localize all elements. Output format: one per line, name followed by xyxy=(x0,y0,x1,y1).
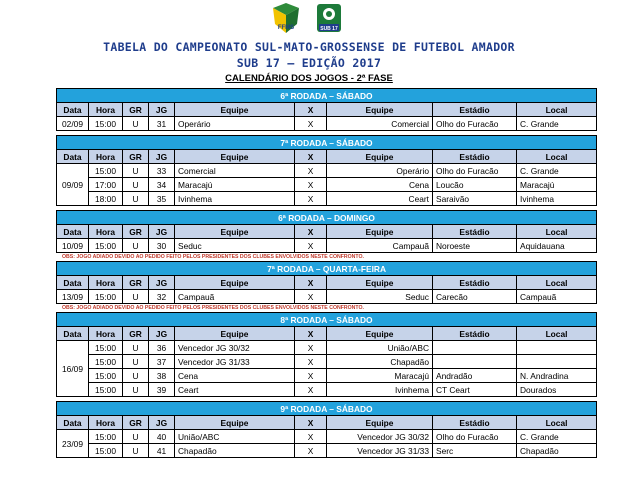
cell-away: Ivinhema xyxy=(327,383,433,397)
column-header: Estádio xyxy=(433,276,517,290)
cell-estadio xyxy=(433,355,517,369)
cell-away: União/ABC xyxy=(327,341,433,355)
cell-estadio: Saraivão xyxy=(433,192,517,206)
calendar-subtitle: CALENDÁRIO DOS JOGOS - 2ª FASE xyxy=(225,73,393,84)
cell-jg: 40 xyxy=(149,430,175,444)
cell-away: Maracajú xyxy=(327,369,433,383)
round-title: 7ª RODADA – SÁBADO xyxy=(57,136,597,150)
column-header: Equipe xyxy=(175,225,295,239)
cell-away: Comercial xyxy=(327,117,433,131)
cell-x: X xyxy=(295,430,327,444)
column-header: JG xyxy=(149,327,175,341)
cell-jg: 31 xyxy=(149,117,175,131)
column-header: GR xyxy=(123,103,149,117)
column-header: Hora xyxy=(89,103,123,117)
cell-jg: 37 xyxy=(149,355,175,369)
cell-gr: U xyxy=(123,341,149,355)
cell-estadio: Serc xyxy=(433,444,517,458)
column-header: GR xyxy=(123,327,149,341)
column-header: JG xyxy=(149,276,175,290)
schedule-blocks xyxy=(56,88,596,462)
cell-home: Comercial xyxy=(175,164,295,178)
column-header: Local xyxy=(517,416,597,430)
cell-estadio: Andradão xyxy=(433,369,517,383)
round-title-row xyxy=(57,136,597,150)
cell-away: Cena xyxy=(327,178,433,192)
column-header: Estádio xyxy=(433,327,517,341)
column-header: Estádio xyxy=(433,150,517,164)
column-header: Data xyxy=(57,416,89,430)
cell-x: X xyxy=(295,290,327,304)
federation-logo xyxy=(271,2,301,34)
cell-home: Ceart xyxy=(175,383,295,397)
cell-hora: 15:00 xyxy=(89,290,123,304)
cell-away: Seduc xyxy=(327,290,433,304)
cell-hora: 15:00 xyxy=(89,341,123,355)
column-header: Hora xyxy=(89,225,123,239)
round-title-row xyxy=(57,402,597,416)
column-header: Data xyxy=(57,103,89,117)
column-header: GR xyxy=(123,225,149,239)
column-header: X xyxy=(295,225,327,239)
cell-hora: 17:00 xyxy=(89,178,123,192)
round-title: 9ª RODADA – SÁBADO xyxy=(57,402,597,416)
cell-home: União/ABC xyxy=(175,430,295,444)
cell-jg: 33 xyxy=(149,164,175,178)
column-header: Data xyxy=(57,150,89,164)
cell-hora: 15:00 xyxy=(89,355,123,369)
cell-home: Cena xyxy=(175,369,295,383)
cell-estadio: Loucão xyxy=(433,178,517,192)
cell-hora: 15:00 xyxy=(89,164,123,178)
game-date: 02/09 xyxy=(57,117,89,131)
column-header: X xyxy=(295,327,327,341)
column-header: Equipe xyxy=(175,150,295,164)
cell-local: C. Grande xyxy=(517,164,597,178)
cell-x: X xyxy=(295,355,327,369)
cell-estadio: Olho do Furacão xyxy=(433,164,517,178)
game-date: 13/09 xyxy=(57,290,89,304)
column-header: Data xyxy=(57,276,89,290)
logos xyxy=(0,2,618,36)
cell-jg: 38 xyxy=(149,369,175,383)
cell-gr: U xyxy=(123,239,149,253)
cell-jg: 35 xyxy=(149,192,175,206)
cell-gr: U xyxy=(123,117,149,131)
round-title-row xyxy=(57,313,597,327)
cell-local: C. Grande xyxy=(517,430,597,444)
cell-x: X xyxy=(295,192,327,206)
cell-x: X xyxy=(295,239,327,253)
cell-hora: 15:00 xyxy=(89,369,123,383)
cell-x: X xyxy=(295,383,327,397)
cell-gr: U xyxy=(123,290,149,304)
cell-estadio: CT Ceart xyxy=(433,383,517,397)
edition-title: SUB 17 – EDIÇÃO 2017 xyxy=(236,56,382,70)
column-header: JG xyxy=(149,103,175,117)
table-row xyxy=(57,341,597,355)
cell-gr: U xyxy=(123,383,149,397)
cell-local: C. Grande xyxy=(517,117,597,131)
column-header: Data xyxy=(57,327,89,341)
column-header: Local xyxy=(517,327,597,341)
column-header: Equipe xyxy=(327,327,433,341)
column-header: Equipe xyxy=(327,103,433,117)
cell-estadio: Olho do Furacão xyxy=(433,430,517,444)
table-row xyxy=(57,355,597,369)
cell-local: Aquidauana xyxy=(517,239,597,253)
cell-hora: 15:00 xyxy=(89,430,123,444)
cell-x: X xyxy=(295,117,327,131)
column-header: Local xyxy=(517,225,597,239)
cell-local xyxy=(517,341,597,355)
column-header: Hora xyxy=(89,416,123,430)
round-note: OBS: JOGO ADIADO DEVIDO AO PEDIDO FEITO PELOS PRESIDENTES DOS CLUBES ENVOLVIDOS NESTE CONFRONTO. xyxy=(62,305,364,311)
round-table xyxy=(56,88,597,131)
cell-away: Chapadão xyxy=(327,355,433,369)
cell-home: Campauã xyxy=(175,290,295,304)
column-header: X xyxy=(295,103,327,117)
cell-hora: 15:00 xyxy=(89,383,123,397)
cell-gr: U xyxy=(123,355,149,369)
cell-home: Seduc xyxy=(175,239,295,253)
cell-gr: U xyxy=(123,192,149,206)
column-header: Equipe xyxy=(175,416,295,430)
cell-jg: 36 xyxy=(149,341,175,355)
column-header: JG xyxy=(149,416,175,430)
cell-local: Maracajú xyxy=(517,178,597,192)
column-header: Estádio xyxy=(433,225,517,239)
round-spacer xyxy=(56,458,596,462)
column-header: Estádio xyxy=(433,416,517,430)
cell-gr: U xyxy=(123,164,149,178)
cell-hora: 15:00 xyxy=(89,444,123,458)
round-note: OBS: JOGO ADIADO DEVIDO AO PEDIDO FEITO PELOS PRESIDENTES DOS CLUBES ENVOLVIDOS NESTE CONFRONTO. xyxy=(62,254,364,260)
cell-jg: 30 xyxy=(149,239,175,253)
cell-home: Operário xyxy=(175,117,295,131)
cell-home: Vencedor JG 31/33 xyxy=(175,355,295,369)
round-table xyxy=(56,210,597,253)
cell-x: X xyxy=(295,369,327,383)
column-header: Data xyxy=(57,225,89,239)
round-table xyxy=(56,261,597,304)
page-title: TABELA DO CAMPEONATO SUL-MATO-GROSSENSE DE FUTEBOL AMADOR xyxy=(103,40,515,54)
cell-x: X xyxy=(295,341,327,355)
cell-estadio: Carecão xyxy=(433,290,517,304)
column-header: Equipe xyxy=(175,103,295,117)
column-header: Local xyxy=(517,103,597,117)
cell-local: N. Andradina xyxy=(517,369,597,383)
cell-gr: U xyxy=(123,178,149,192)
cell-local: Chapadão xyxy=(517,444,597,458)
cell-local: Campauã xyxy=(517,290,597,304)
cell-away: Operário xyxy=(327,164,433,178)
game-date: 09/09 xyxy=(57,164,89,206)
table-row xyxy=(57,192,597,206)
column-header: Equipe xyxy=(327,416,433,430)
column-header-row xyxy=(57,276,597,290)
round-title-row xyxy=(57,89,597,103)
round-title-row xyxy=(57,211,597,225)
column-header-row xyxy=(57,327,597,341)
column-header: JG xyxy=(149,150,175,164)
table-row xyxy=(57,164,597,178)
cell-jg: 34 xyxy=(149,178,175,192)
column-header: Local xyxy=(517,150,597,164)
round-title: 8ª RODADA – SÁBADO xyxy=(57,313,597,327)
round-title: 6ª RODADA – DOMINGO xyxy=(57,211,597,225)
column-header-row xyxy=(57,416,597,430)
column-header-row xyxy=(57,225,597,239)
table-row xyxy=(57,444,597,458)
column-header: Hora xyxy=(89,150,123,164)
cell-x: X xyxy=(295,444,327,458)
column-header: GR xyxy=(123,416,149,430)
column-header-row xyxy=(57,150,597,164)
cell-away: Ceart xyxy=(327,192,433,206)
cell-estadio xyxy=(433,341,517,355)
column-header: Equipe xyxy=(327,150,433,164)
round-table xyxy=(56,401,597,458)
round-table xyxy=(56,135,597,206)
table-row xyxy=(57,178,597,192)
cell-jg: 39 xyxy=(149,383,175,397)
cell-gr: U xyxy=(123,369,149,383)
column-header: X xyxy=(295,150,327,164)
cell-gr: U xyxy=(123,444,149,458)
cell-jg: 32 xyxy=(149,290,175,304)
column-header: GR xyxy=(123,276,149,290)
column-header: Hora xyxy=(89,276,123,290)
table-row xyxy=(57,117,597,131)
cell-home: Chapadão xyxy=(175,444,295,458)
column-header: X xyxy=(295,276,327,290)
table-row xyxy=(57,430,597,444)
cell-estadio: Olho do Furacão xyxy=(433,117,517,131)
cell-gr: U xyxy=(123,430,149,444)
game-date: 16/09 xyxy=(57,341,89,397)
column-header-row xyxy=(57,103,597,117)
column-header: GR xyxy=(123,150,149,164)
cell-away: Campauã xyxy=(327,239,433,253)
cell-jg: 41 xyxy=(149,444,175,458)
sub17-logo xyxy=(314,2,344,36)
cell-x: X xyxy=(295,164,327,178)
column-header: Estádio xyxy=(433,103,517,117)
column-header: Equipe xyxy=(175,276,295,290)
cell-estadio: Noroeste xyxy=(433,239,517,253)
game-date: 23/09 xyxy=(57,430,89,458)
table-row xyxy=(57,290,597,304)
cell-hora: 15:00 xyxy=(89,117,123,131)
cell-hora: 15:00 xyxy=(89,239,123,253)
column-header: Local xyxy=(517,276,597,290)
sub17-logo-text: SUB 17 xyxy=(320,26,338,32)
table-row xyxy=(57,369,597,383)
column-header: Equipe xyxy=(327,276,433,290)
round-title: 6ª RODADA – SÁBADO xyxy=(57,89,597,103)
cell-local: Ivinhema xyxy=(517,192,597,206)
column-header: Equipe xyxy=(327,225,433,239)
cell-away: Vencedor JG 31/33 xyxy=(327,444,433,458)
federation-logo-text: FFMS xyxy=(277,25,295,31)
table-row xyxy=(57,239,597,253)
column-header: JG xyxy=(149,225,175,239)
cell-home: Maracajú xyxy=(175,178,295,192)
column-header: X xyxy=(295,416,327,430)
round-table xyxy=(56,312,597,397)
cell-home: Vencedor JG 30/32 xyxy=(175,341,295,355)
round-title-row xyxy=(57,262,597,276)
cell-local: Dourados xyxy=(517,383,597,397)
table-row xyxy=(57,383,597,397)
cell-home: Ivinhema xyxy=(175,192,295,206)
cell-hora: 18:00 xyxy=(89,192,123,206)
column-header: Hora xyxy=(89,327,123,341)
column-header: Equipe xyxy=(175,327,295,341)
cell-local xyxy=(517,355,597,369)
cell-away: Vencedor JG 30/32 xyxy=(327,430,433,444)
game-date: 10/09 xyxy=(57,239,89,253)
cell-x: X xyxy=(295,178,327,192)
round-title: 7ª RODADA – QUARTA-FEIRA xyxy=(57,262,597,276)
